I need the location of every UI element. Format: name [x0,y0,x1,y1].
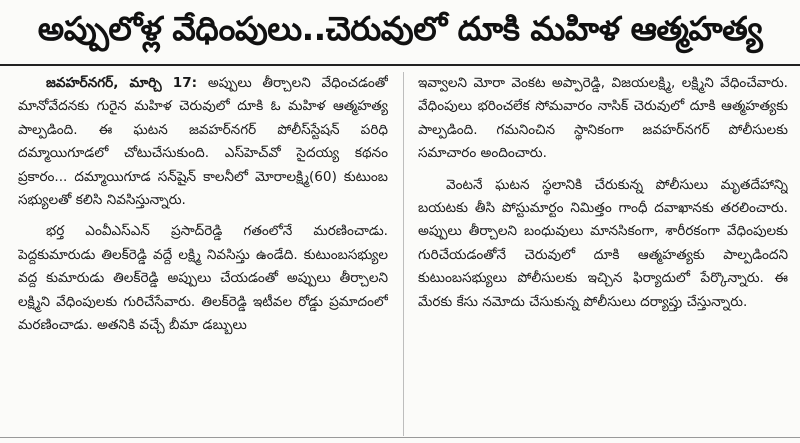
article-headline: అప్పులోళ్ల వేధింపులు..చెరువులో దూకి మహిళ ఆత్మహత్య [37,8,763,48]
dateline: జవహర్‌నగర్, మార్చి 17: [46,75,198,91]
left-paragraph-2: భర్త ఎంవీఎస్‌ఎన్ ప్రసాద్‌రెడ్డి గతంలోనే మరణించాడు. పెద్దకుమారుడు తిలక్‌రెడ్డి వద్దే లక్ష్మి నివసిస్తు ఉండేది. కుటుంబసభ్యుల వద్ద కుమారుడు తిలక్‌రెడ్డి అప్పులు చేయడంతో అప్పులు తీర్చాలని లక్ష్మిని వేధింపులకు గురిచేసేవారు. తిలక్‌రెడ్డి ఇటీవల రోడ్డు ప్రమాదంలో మరణించాడు. అతనికి వచ్చే బీమా డబ్బులు [18,223,388,334]
column-divider [403,72,404,436]
right-column [418,72,788,436]
left-column [18,72,388,436]
bottom-rule [0,437,800,438]
left-paragraph-1 [18,72,388,212]
left-paragraph-1-text: అప్పులు తీర్చాలని వేధించడంతో మానోవేదనకు గురైన మహిళ చెరువులో దూకి ఓ మహిళ ఆత్మహత్య పాల్పడింది. ఈ ఘటన జవహర్‌నగర్ పోలీస్‌స్టేషన్ పరిధి దమ్మాయిగూడలో చోటుచేసుకుంది. ఎస్‌హెచ్‌వో సైదయ్య కథనం ప్రకారం... దమ్మాయిగూడ సన్‌షైన్ కాలనీలో మోరాలక్ష్మి(60) కుటుంబ సభ్యులతో కలిసి నివసిస్తున్నారు. [18,75,388,209]
headline-rule [0,64,800,66]
right-paragraph-2: వెంటనే ఘటన స్థలానికి చేరుకున్న పోలీసులు మృతదేహాన్ని బయటకు తీసి పోస్టుమార్టం నిమిత్తం గాంధీ దవాఖానకు తరలించారు. అప్పులు తీర్చాలని బంధువులు మానసికంగా, శారీరకంగా వేధింపులకు గురిచేయడంతోనే చెరువులో దూకి ఆత్మహత్యకు పాల్పడిందని కుటుంబసభ్యులు పోలీసులకు ఇచ్చిన ఫిర్యాదులో పేర్కొన్నారు. ఈ మేరకు కేసు నమోదు చేసుకున్న పోలీసులు దర్యాప్తు చేస్తున్నారు. [418,176,788,310]
right-paragraph-1: ఇవ్వాలని మోరా వెంకట అప్పారెడ్డి, విజయలక్ష్మి, లక్ష్మిని వేధించేవారు. వేధింపులు భరించలేక సోమవారం నాసిక్ చెరువులో దూకి ఆత్మహత్యకు పాల్పడింది. గమనించిన స్థానికంగా జవహర్‌నగర్ పోలీసులకు సమాచారం అందించారు. [418,75,788,162]
article-body [18,72,788,436]
